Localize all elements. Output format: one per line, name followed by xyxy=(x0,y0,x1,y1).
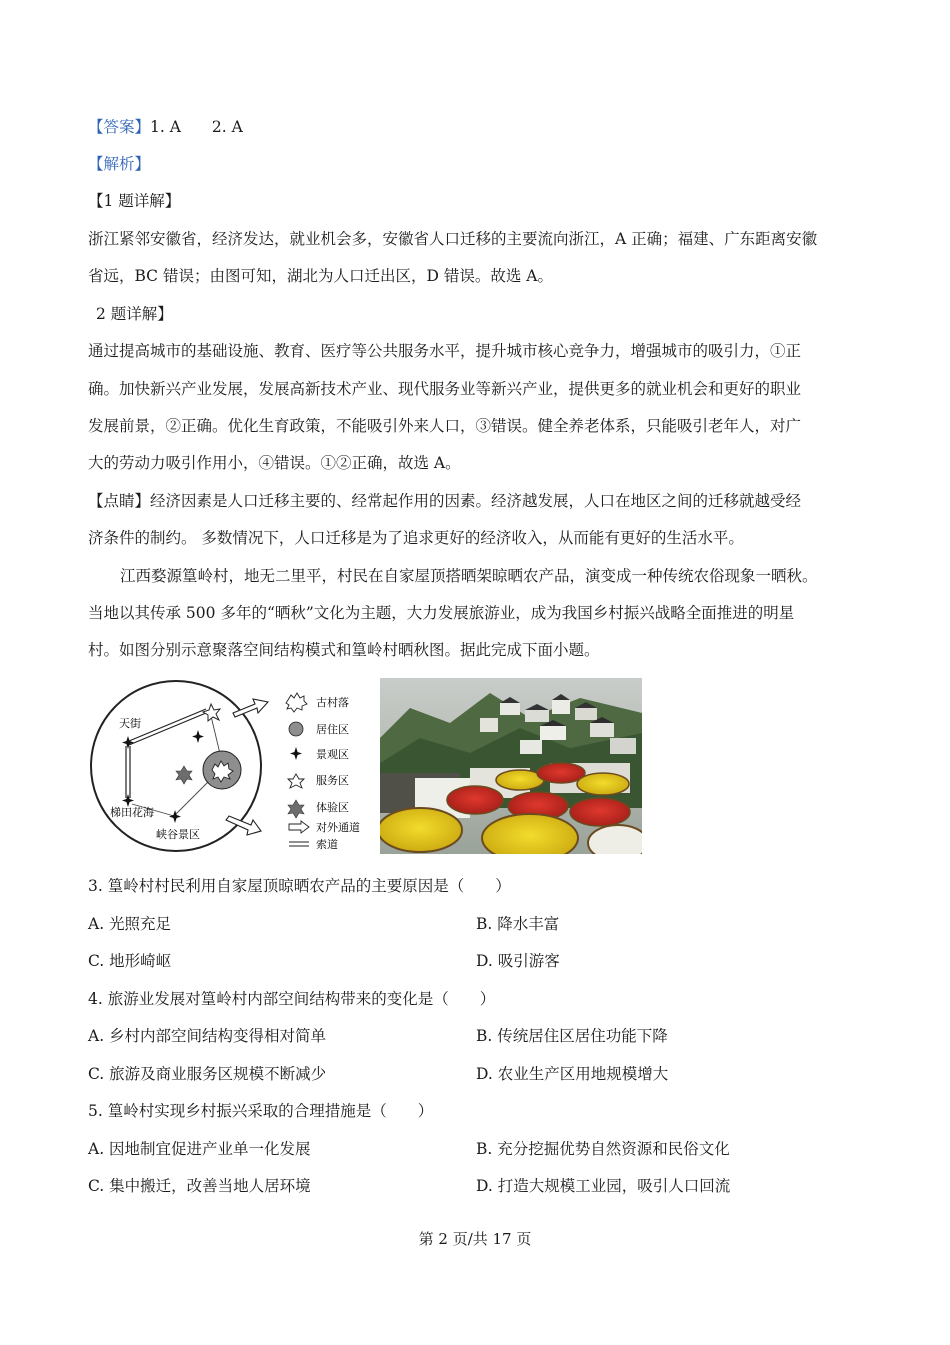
legend-channel-icon xyxy=(289,821,309,833)
q2-line: 大的劳动力吸引作用小，④错误。①②正确，故选 A。 xyxy=(88,454,461,472)
label-tianjie: 天街 xyxy=(119,717,141,730)
legend-residential-icon xyxy=(289,722,303,736)
legend-item: 对外通道 xyxy=(316,821,360,834)
option[interactable]: A. 乡村内部空间结构变得相对简单 xyxy=(88,1027,327,1045)
comment-tag: 【点睛】 xyxy=(88,492,151,510)
legend-ancient-village-icon xyxy=(286,693,307,712)
option[interactable]: A. 光照充足 xyxy=(88,915,172,933)
option[interactable]: C. 地形崎岖 xyxy=(88,952,172,970)
settlement-structure-diagram xyxy=(88,678,370,854)
option[interactable]: C. 集中搬迁，改善当地人居环境 xyxy=(88,1177,311,1195)
option[interactable]: A. 因地制宜促进产业单一化发展 xyxy=(88,1140,311,1158)
legend-item: 古村落 xyxy=(316,696,349,709)
question-stem: 5. 篁岭村实现乡村振兴采取的合理措施是（ ） xyxy=(88,1102,434,1120)
comment-line xyxy=(88,491,868,511)
page-number: 第 2 页/共 17 页 xyxy=(418,1230,532,1248)
q2-line: 发展前景，②正确。优化生育政策，不能吸引外来人口，③错误。健全养老体系，只能吸引老年人，对广 xyxy=(88,417,802,435)
landscape-point xyxy=(169,810,181,823)
label-xiagu: 峡谷景区 xyxy=(156,828,200,841)
passage-line: 江西婺源篁岭村，地无二里平，村民在自家屋顶搭晒架晾晒农产品，演变成一种传统农俗现象一晒秋。 xyxy=(120,567,818,585)
option[interactable]: B. 充分挖掘优势自然资源和民俗文化 xyxy=(476,1140,730,1158)
comment-line: 济条件的制约。 多数情况下，人口迁移是为了追求更好的经济收入，从而能有更好的生活水平。 xyxy=(88,529,744,547)
landscape-point xyxy=(192,730,204,743)
experience-zone xyxy=(176,766,192,784)
service-zone xyxy=(203,704,220,721)
legend-item: 景观区 xyxy=(316,748,349,761)
legend-landscape-icon xyxy=(290,747,302,760)
option[interactable]: B. 传统居住区居住功能下降 xyxy=(476,1027,668,1045)
option[interactable]: D. 吸引游客 xyxy=(476,952,560,970)
comment-text: 经济因素是人口迁移主要的、经常起作用的因素。经济越发展，人口在地区之间的迁移就越受经 xyxy=(150,492,802,510)
legend-service-icon xyxy=(288,774,304,788)
passage-line: 当地以其传承 500 多年的“晒秋”文化为主题，大力发展旅游业，成为我国乡村振兴战略全面推进的明星 xyxy=(88,604,795,622)
q2-line: 通过提高城市的基础设施、教育、医疗等公共服务水平，提升城市核心竞争力，增强城市的吸引力，①正 xyxy=(88,342,802,360)
legend-item: 体验区 xyxy=(316,801,349,814)
answer-text: 1. A 2. A xyxy=(150,118,243,136)
q1-line: 浙江紧邻安徽省，经济发达，就业机会多，安徽省人口迁移的主要流向浙江，A 正确；福建、广东距离安徽 xyxy=(88,230,818,248)
q1-line: 省远，BC 错误；由图可知，湖北为人口迁出区，D 错误。故选 A。 xyxy=(88,267,553,285)
question-stem: 4. 旅游业发展对篁岭村内部空间结构带来的变化是（ ） xyxy=(88,990,496,1008)
label-titian: 梯田花海 xyxy=(110,806,154,819)
question-stem: 3. 篁岭村村民利用自家屋顶晾晒农产品的主要原因是（ ） xyxy=(88,877,511,895)
option[interactable]: D. 打造大规模工业园，吸引人口回流 xyxy=(476,1177,731,1195)
q2-title: 2 题详解】 xyxy=(96,305,173,323)
legend-item: 服务区 xyxy=(316,774,349,787)
answer-line xyxy=(88,117,868,137)
answer-tag: 【答案】 xyxy=(88,118,151,136)
landscape-point xyxy=(122,736,134,749)
shaiqiu-photo xyxy=(380,678,642,854)
option[interactable]: B. 降水丰富 xyxy=(476,915,560,933)
legend-item: 索道 xyxy=(316,838,338,851)
analysis-tag: 【解析】 xyxy=(88,155,151,173)
legend-experience-icon xyxy=(288,800,304,818)
q1-title: 【1 题详解】 xyxy=(88,192,181,210)
q2-line: 确。加快新兴产业发展，发展高新技术产业、现代服务业等新兴产业，提供更多的就业机会和更好的职业 xyxy=(88,380,802,398)
passage-line: 村。如图分别示意聚落空间结构模式和篁岭村晒秋图。据此完成下面小题。 xyxy=(88,641,600,659)
option[interactable]: C. 旅游及商业服务区规模不断减少 xyxy=(88,1065,327,1083)
option[interactable]: D. 农业生产区用地规模增大 xyxy=(476,1065,669,1083)
legend-item: 居住区 xyxy=(316,723,349,736)
